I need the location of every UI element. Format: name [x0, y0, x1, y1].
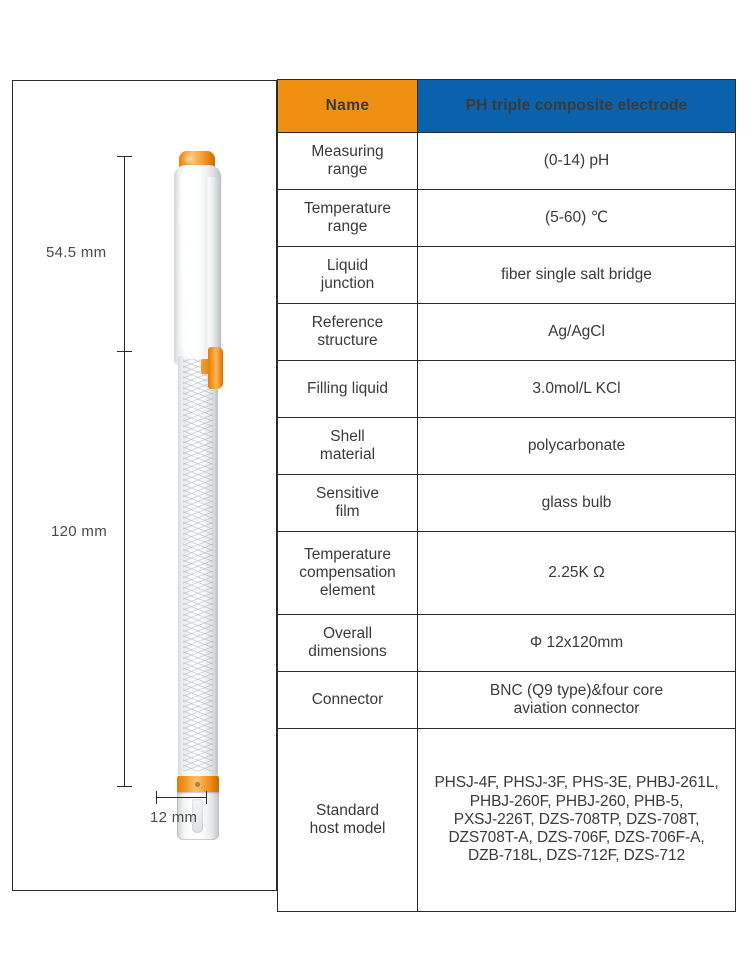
table-row: [278, 247, 736, 304]
header-cell-name: Name: [278, 80, 418, 133]
table-row: [278, 672, 736, 729]
table-row: [278, 133, 736, 190]
electrode-braided-mesh: [183, 359, 213, 771]
spec-name-cell: Temperature compensation element: [278, 532, 418, 615]
table-row: [278, 729, 736, 912]
dimension-label-54mm: 54.5 mm: [46, 244, 107, 261]
table-row: [278, 304, 736, 361]
table-row: [278, 615, 736, 672]
spec-name-cell: Liquid junction: [278, 247, 418, 304]
dimension-label-120mm: 120 mm: [51, 523, 107, 540]
sleeve-side-ridge: [205, 177, 220, 363]
product-diagram-panel: [12, 80, 277, 891]
table-row: [278, 532, 736, 615]
table-row: [278, 361, 736, 418]
specification-table: [277, 79, 736, 912]
spec-name-cell: Temperature range: [278, 190, 418, 247]
spec-name-cell: Overall dimensions: [278, 615, 418, 672]
spec-value-cell: fiber single salt bridge: [418, 247, 736, 304]
table-row: [278, 475, 736, 532]
spec-value-cell: 2.25K Ω: [418, 532, 736, 615]
spec-name-cell: Sensitive film: [278, 475, 418, 532]
spec-value-cell: (5-60) ℃: [418, 190, 736, 247]
spec-name-cell: Measuring range: [278, 133, 418, 190]
table-row: [278, 418, 736, 475]
sleeve-highlight: [180, 173, 191, 349]
dimension-label-12mm: 12 mm: [150, 809, 198, 826]
spec-value-cell: glass bulb: [418, 475, 736, 532]
spec-value-cell: PHSJ-4F, PHSJ-3F, PHS-3E, PHBJ-261L, PHBJ-260F, PHBJ-260, PHB-5, PXSJ-226T, DZS-708TP, DZS-708T, DZS708T-A, DZS-706F, DZS-706F-A, DZB-718L, DZS-712F, DZS-712: [418, 729, 736, 912]
table-header-row: [278, 80, 736, 133]
spec-table-body: [278, 80, 736, 912]
spec-value-cell: 3.0mol/L KCl: [418, 361, 736, 418]
header-cell-product: PH triple composite electrode: [418, 80, 736, 133]
spec-name-cell: Shell material: [278, 418, 418, 475]
spec-value-cell: Φ 12x120mm: [418, 615, 736, 672]
spec-value-cell: (0-14) pH: [418, 133, 736, 190]
spec-value-cell: polycarbonate: [418, 418, 736, 475]
dimension-line-54mm: [124, 156, 125, 351]
dimension-line-12mm: [156, 797, 207, 798]
table-row: [278, 190, 736, 247]
spec-value-cell: BNC (Q9 type)&four core aviation connector: [418, 672, 736, 729]
spec-name-cell: Standard host model: [278, 729, 418, 912]
dimension-tick-12mm-right: [206, 791, 207, 804]
dimension-tick-12mm-left: [156, 791, 157, 804]
spec-name-cell: Filling liquid: [278, 361, 418, 418]
dimension-tick-54mm-top: [117, 156, 132, 157]
electrode-orange-lever-icon: [208, 347, 223, 389]
spec-value-cell: Ag/AgCl: [418, 304, 736, 361]
spec-name-cell: Connector: [278, 672, 418, 729]
electrode-illustration: [153, 151, 223, 841]
dimension-line-120mm: [124, 351, 125, 787]
dimension-tick-120mm-bottom: [117, 786, 132, 787]
spec-name-cell: Reference structure: [278, 304, 418, 361]
